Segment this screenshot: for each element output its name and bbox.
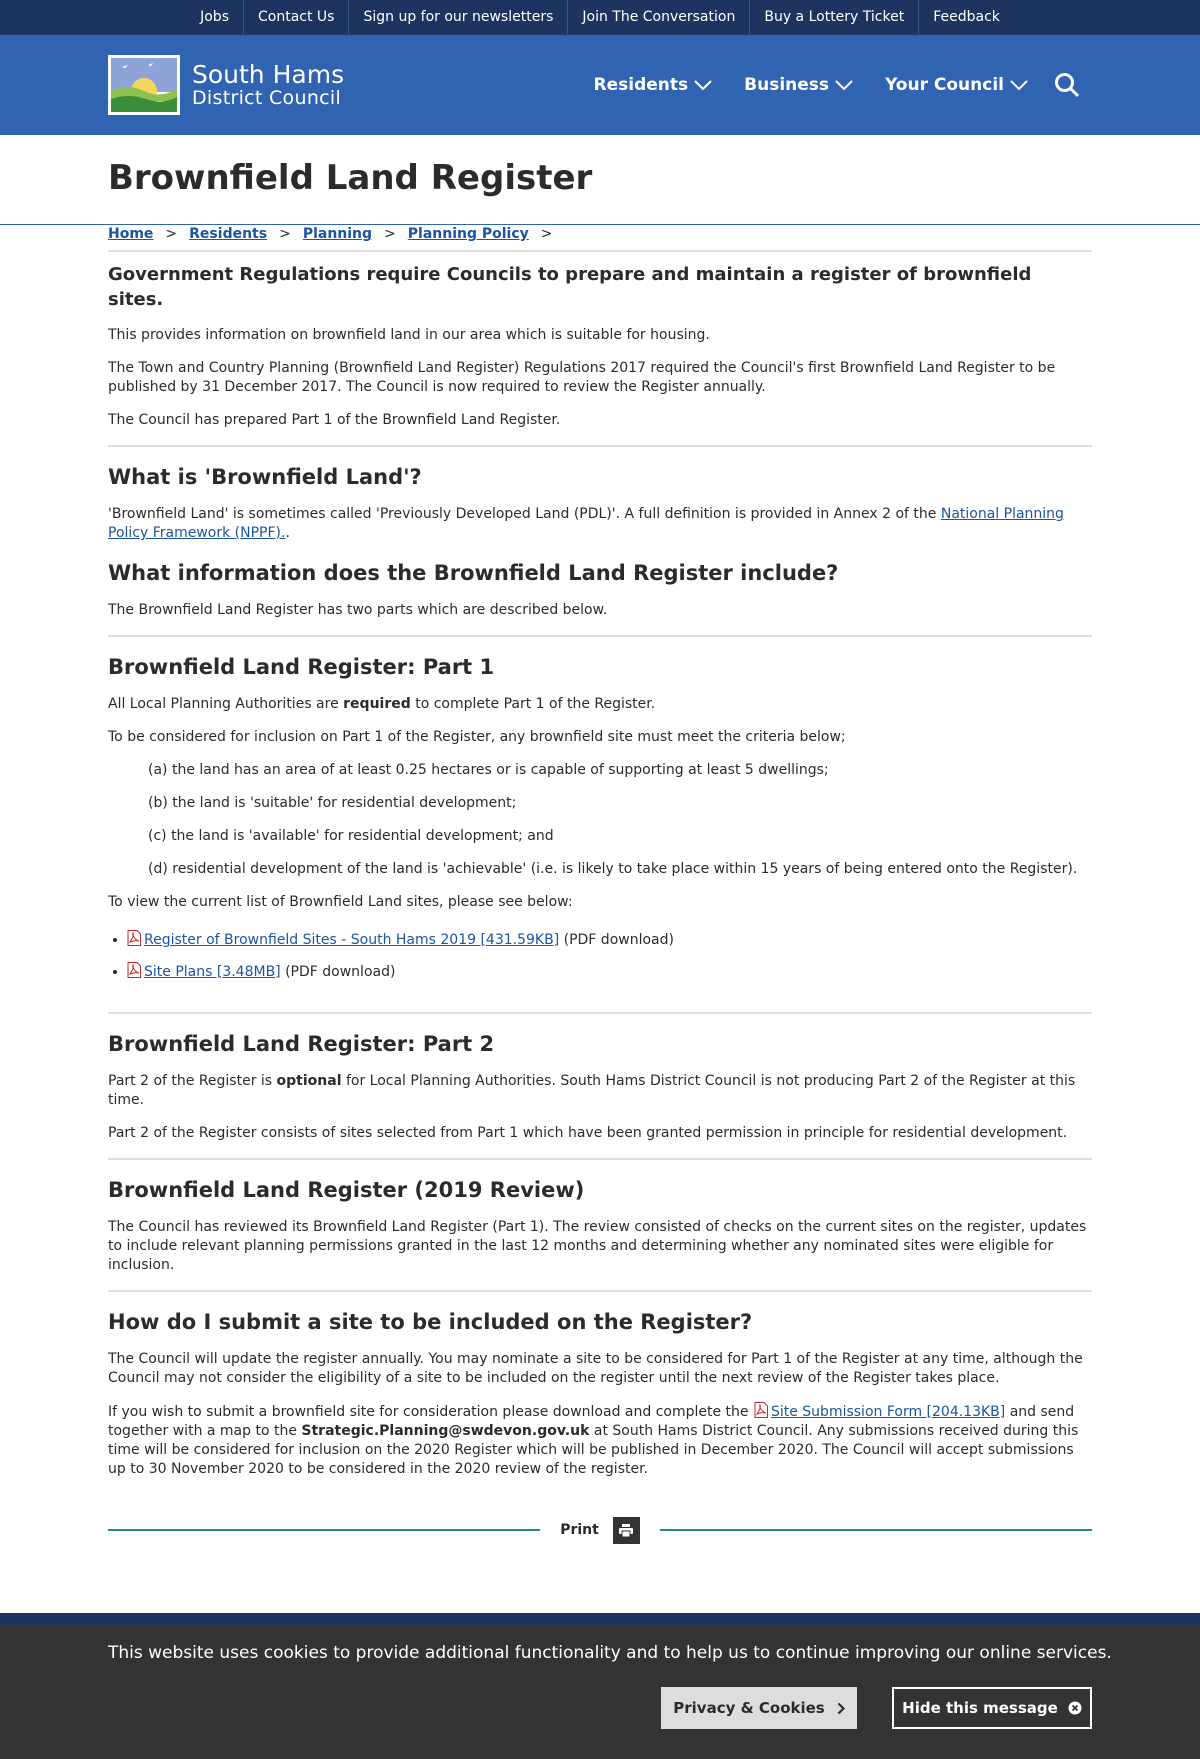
download-list bbox=[128, 930, 1092, 982]
submit-paragraph-1: The Council will update the register annually. You may nominate a site to be considered for Part 1 of the Register at any time, although the Council may not consider the eligibility of a site to be included on the register until the next review of the Register takes place. bbox=[108, 1351, 1083, 1386]
part1-paragraph-1 bbox=[108, 695, 1092, 714]
utility-link-join-conversation[interactable]: Join The Conversation bbox=[567, 0, 749, 35]
utility-link-feedback[interactable]: Feedback bbox=[918, 0, 1014, 35]
nav-your-council[interactable] bbox=[885, 75, 1028, 95]
breadcrumb bbox=[108, 226, 1092, 252]
print-icon-box bbox=[613, 1517, 640, 1544]
list-item bbox=[128, 930, 1092, 950]
download-type: (PDF download) bbox=[559, 932, 674, 948]
intro-paragraph-3: The Council has prepared Part 1 of the Brownfield Land Register. bbox=[108, 412, 561, 428]
submit-text-mid: and send together with a map to the bbox=[108, 1404, 1075, 1439]
what-is-paragraph bbox=[108, 505, 1092, 543]
what-info-heading: What information does the Brownfield Land Register include? bbox=[108, 561, 839, 585]
part1-required: required bbox=[343, 696, 411, 712]
section-divider bbox=[108, 635, 1092, 637]
review-heading: Brownfield Land Register (2019 Review) bbox=[108, 1178, 585, 1202]
chevron-down-icon bbox=[694, 79, 712, 91]
submit-paragraph-2 bbox=[108, 1402, 1092, 1479]
section-divider bbox=[108, 1012, 1092, 1014]
criteria-item: (b) the land is 'suitable' for residential development; bbox=[148, 795, 517, 811]
list-item bbox=[128, 962, 1092, 982]
privacy-cookies-button[interactable] bbox=[661, 1687, 857, 1729]
part2-heading: Brownfield Land Register: Part 2 bbox=[108, 1032, 495, 1056]
section-divider bbox=[108, 445, 1092, 447]
part2-paragraph-2: Part 2 of the Register consists of sites selected from Part 1 which have been granted permission in principle for residential development. bbox=[108, 1125, 1068, 1141]
submit-text: If you wish to submit a brownfield site for consideration please download and complete the bbox=[108, 1404, 753, 1420]
search-icon bbox=[1054, 72, 1080, 98]
what-is-text: 'Brownfield Land' is sometimes called 'Previously Developed Land (PDL)'. A full definition is provided in Annex 2 of the bbox=[108, 506, 941, 522]
intro-paragraph-2: The Town and Country Planning (Brownfield Land Register) Regulations 2017 required the Council's first Brownfield Land Register to be published by 31 December 2017. The Council is now required to review the Register annually. bbox=[108, 360, 1056, 395]
part2-text: Part 2 of the Register is bbox=[108, 1073, 277, 1089]
print-row bbox=[108, 1515, 1092, 1545]
nav-business[interactable] bbox=[744, 75, 853, 95]
criteria-item: (a) the land has an area of at least 0.25 hectares or is capable of supporting at least 5 dwellings; bbox=[148, 762, 829, 778]
part1-paragraph-2: To be considered for inclusion on Part 1 of the Register, any brownfield site must meet the criteria below; bbox=[108, 729, 846, 745]
part2-paragraph-1 bbox=[108, 1072, 1092, 1110]
cookie-message: This website uses cookies to provide additional functionality and to help us to continue improving our online services. bbox=[108, 1643, 1112, 1663]
site-plans-download-link[interactable]: Site Plans [3.48MB] bbox=[144, 964, 281, 980]
part1-paragraph-3: To view the current list of Brownfield Land sites, please see below: bbox=[108, 894, 573, 910]
breadcrumb-separator: > bbox=[279, 226, 291, 242]
utility-link-lottery[interactable]: Buy a Lottery Ticket bbox=[749, 0, 918, 35]
submit-heading: How do I submit a site to be included on the Register? bbox=[108, 1310, 753, 1334]
part1-text-end: to complete Part 1 of the Register. bbox=[410, 696, 656, 712]
utility-link-newsletters[interactable]: Sign up for our newsletters bbox=[348, 0, 567, 35]
intro-heading: Government Regulations require Councils to prepare and maintain a register of brownfield sites. bbox=[108, 264, 1032, 310]
nav-residents-label: Residents bbox=[593, 75, 689, 95]
cookie-banner bbox=[0, 1625, 1200, 1759]
print-button[interactable] bbox=[560, 1517, 640, 1544]
close-circle-icon bbox=[1068, 1701, 1082, 1715]
criteria-item: (d) residential development of the land is 'achievable' (i.e. is likely to take place within 15 years of being entered onto the Register). bbox=[148, 861, 1078, 877]
submit-text-end: at South Hams District Council. Any submissions received during this time will be considered for inclusion on the 2020 Register which will be published in December 2020. The Council will accept submissions up to 30 November 2020 to be considered in the 2020 review of the register. bbox=[108, 1423, 1079, 1477]
part1-heading: Brownfield Land Register: Part 1 bbox=[108, 655, 495, 679]
pdf-icon bbox=[126, 930, 142, 946]
section-divider bbox=[108, 1290, 1092, 1292]
what-info-paragraph: The Brownfield Land Register has two parts which are described below. bbox=[108, 602, 608, 618]
council-logo[interactable] bbox=[108, 55, 344, 115]
nav-business-label: Business bbox=[744, 75, 830, 95]
printer-icon bbox=[619, 1524, 633, 1537]
hide-message-button[interactable] bbox=[892, 1687, 1092, 1729]
nav-your-council-label: Your Council bbox=[885, 75, 1004, 95]
site-submission-form-link[interactable]: Site Submission Form [204.13KB] bbox=[770, 1404, 1006, 1420]
intro-paragraph-1: This provides information on brownfield land in our area which is suitable for housing. bbox=[108, 327, 710, 343]
part2-optional: optional bbox=[276, 1073, 342, 1089]
page-title: Brownfield Land Register bbox=[108, 158, 593, 198]
part2-text-end: for Local Planning Authorities. South Hams District Council is not producing Part 2 of the Register at this time. bbox=[108, 1073, 1076, 1108]
print-divider-left bbox=[108, 1529, 540, 1531]
council-logo-icon bbox=[108, 55, 180, 115]
main-nav bbox=[562, 35, 1080, 135]
main-header bbox=[0, 35, 1200, 135]
main-content bbox=[108, 226, 1092, 1479]
breadcrumb-home[interactable]: Home bbox=[108, 226, 154, 242]
breadcrumb-separator: > bbox=[540, 226, 553, 242]
breadcrumb-separator: > bbox=[384, 226, 396, 242]
chevron-down-icon bbox=[835, 79, 853, 91]
criteria-item: (c) the land is 'available' for residential development; and bbox=[148, 828, 554, 844]
nppf-link[interactable]: National Planning Policy Framework (NPPF). bbox=[108, 506, 1064, 541]
utility-link-contact-us[interactable]: Contact Us bbox=[243, 0, 348, 35]
hide-message-label: Hide this message bbox=[902, 1699, 1058, 1717]
logo-line-1: South Hams bbox=[192, 60, 345, 89]
print-label: Print bbox=[560, 1522, 599, 1538]
privacy-cookies-label: Privacy & Cookies bbox=[673, 1699, 825, 1717]
footer-strip bbox=[0, 1613, 1200, 1625]
download-type: (PDF download) bbox=[280, 964, 396, 980]
chevron-right-icon bbox=[837, 1702, 845, 1715]
register-download-link[interactable]: Register of Brownfield Sites - South Hams 2019 [431.59KB] bbox=[144, 932, 560, 948]
breadcrumb-planning[interactable]: Planning bbox=[302, 226, 373, 242]
council-logo-text bbox=[192, 62, 344, 108]
print-divider-right bbox=[660, 1529, 1092, 1531]
section-divider bbox=[108, 1158, 1092, 1160]
pdf-icon bbox=[126, 962, 142, 978]
pdf-icon bbox=[753, 1402, 769, 1418]
utility-link-jobs[interactable]: Jobs bbox=[200, 9, 229, 25]
chevron-down-icon bbox=[1010, 79, 1028, 91]
submit-email: Strategic.Planning@swdevon.gov.uk bbox=[301, 1423, 590, 1439]
logo-line-2: District Council bbox=[192, 87, 342, 109]
breadcrumb-residents[interactable]: Residents bbox=[189, 226, 268, 242]
review-paragraph: The Council has reviewed its Brownfield Land Register (Part 1). The review consisted of checks on the current sites on the register, updates to include relevant planning permissions granted in the last 12 months and determining whether any nominated sites were eligible for inclusion. bbox=[108, 1219, 1087, 1273]
search-button[interactable] bbox=[1054, 72, 1080, 98]
nav-residents[interactable] bbox=[594, 75, 713, 95]
part1-text: All Local Planning Authorities are bbox=[108, 696, 344, 712]
what-is-heading: What is 'Brownfield Land'? bbox=[108, 465, 422, 489]
what-is-text-end: . bbox=[285, 525, 290, 541]
breadcrumb-separator: > bbox=[165, 226, 178, 242]
breadcrumb-planning-policy[interactable]: Planning Policy bbox=[407, 226, 529, 242]
utility-bar bbox=[0, 0, 1200, 35]
